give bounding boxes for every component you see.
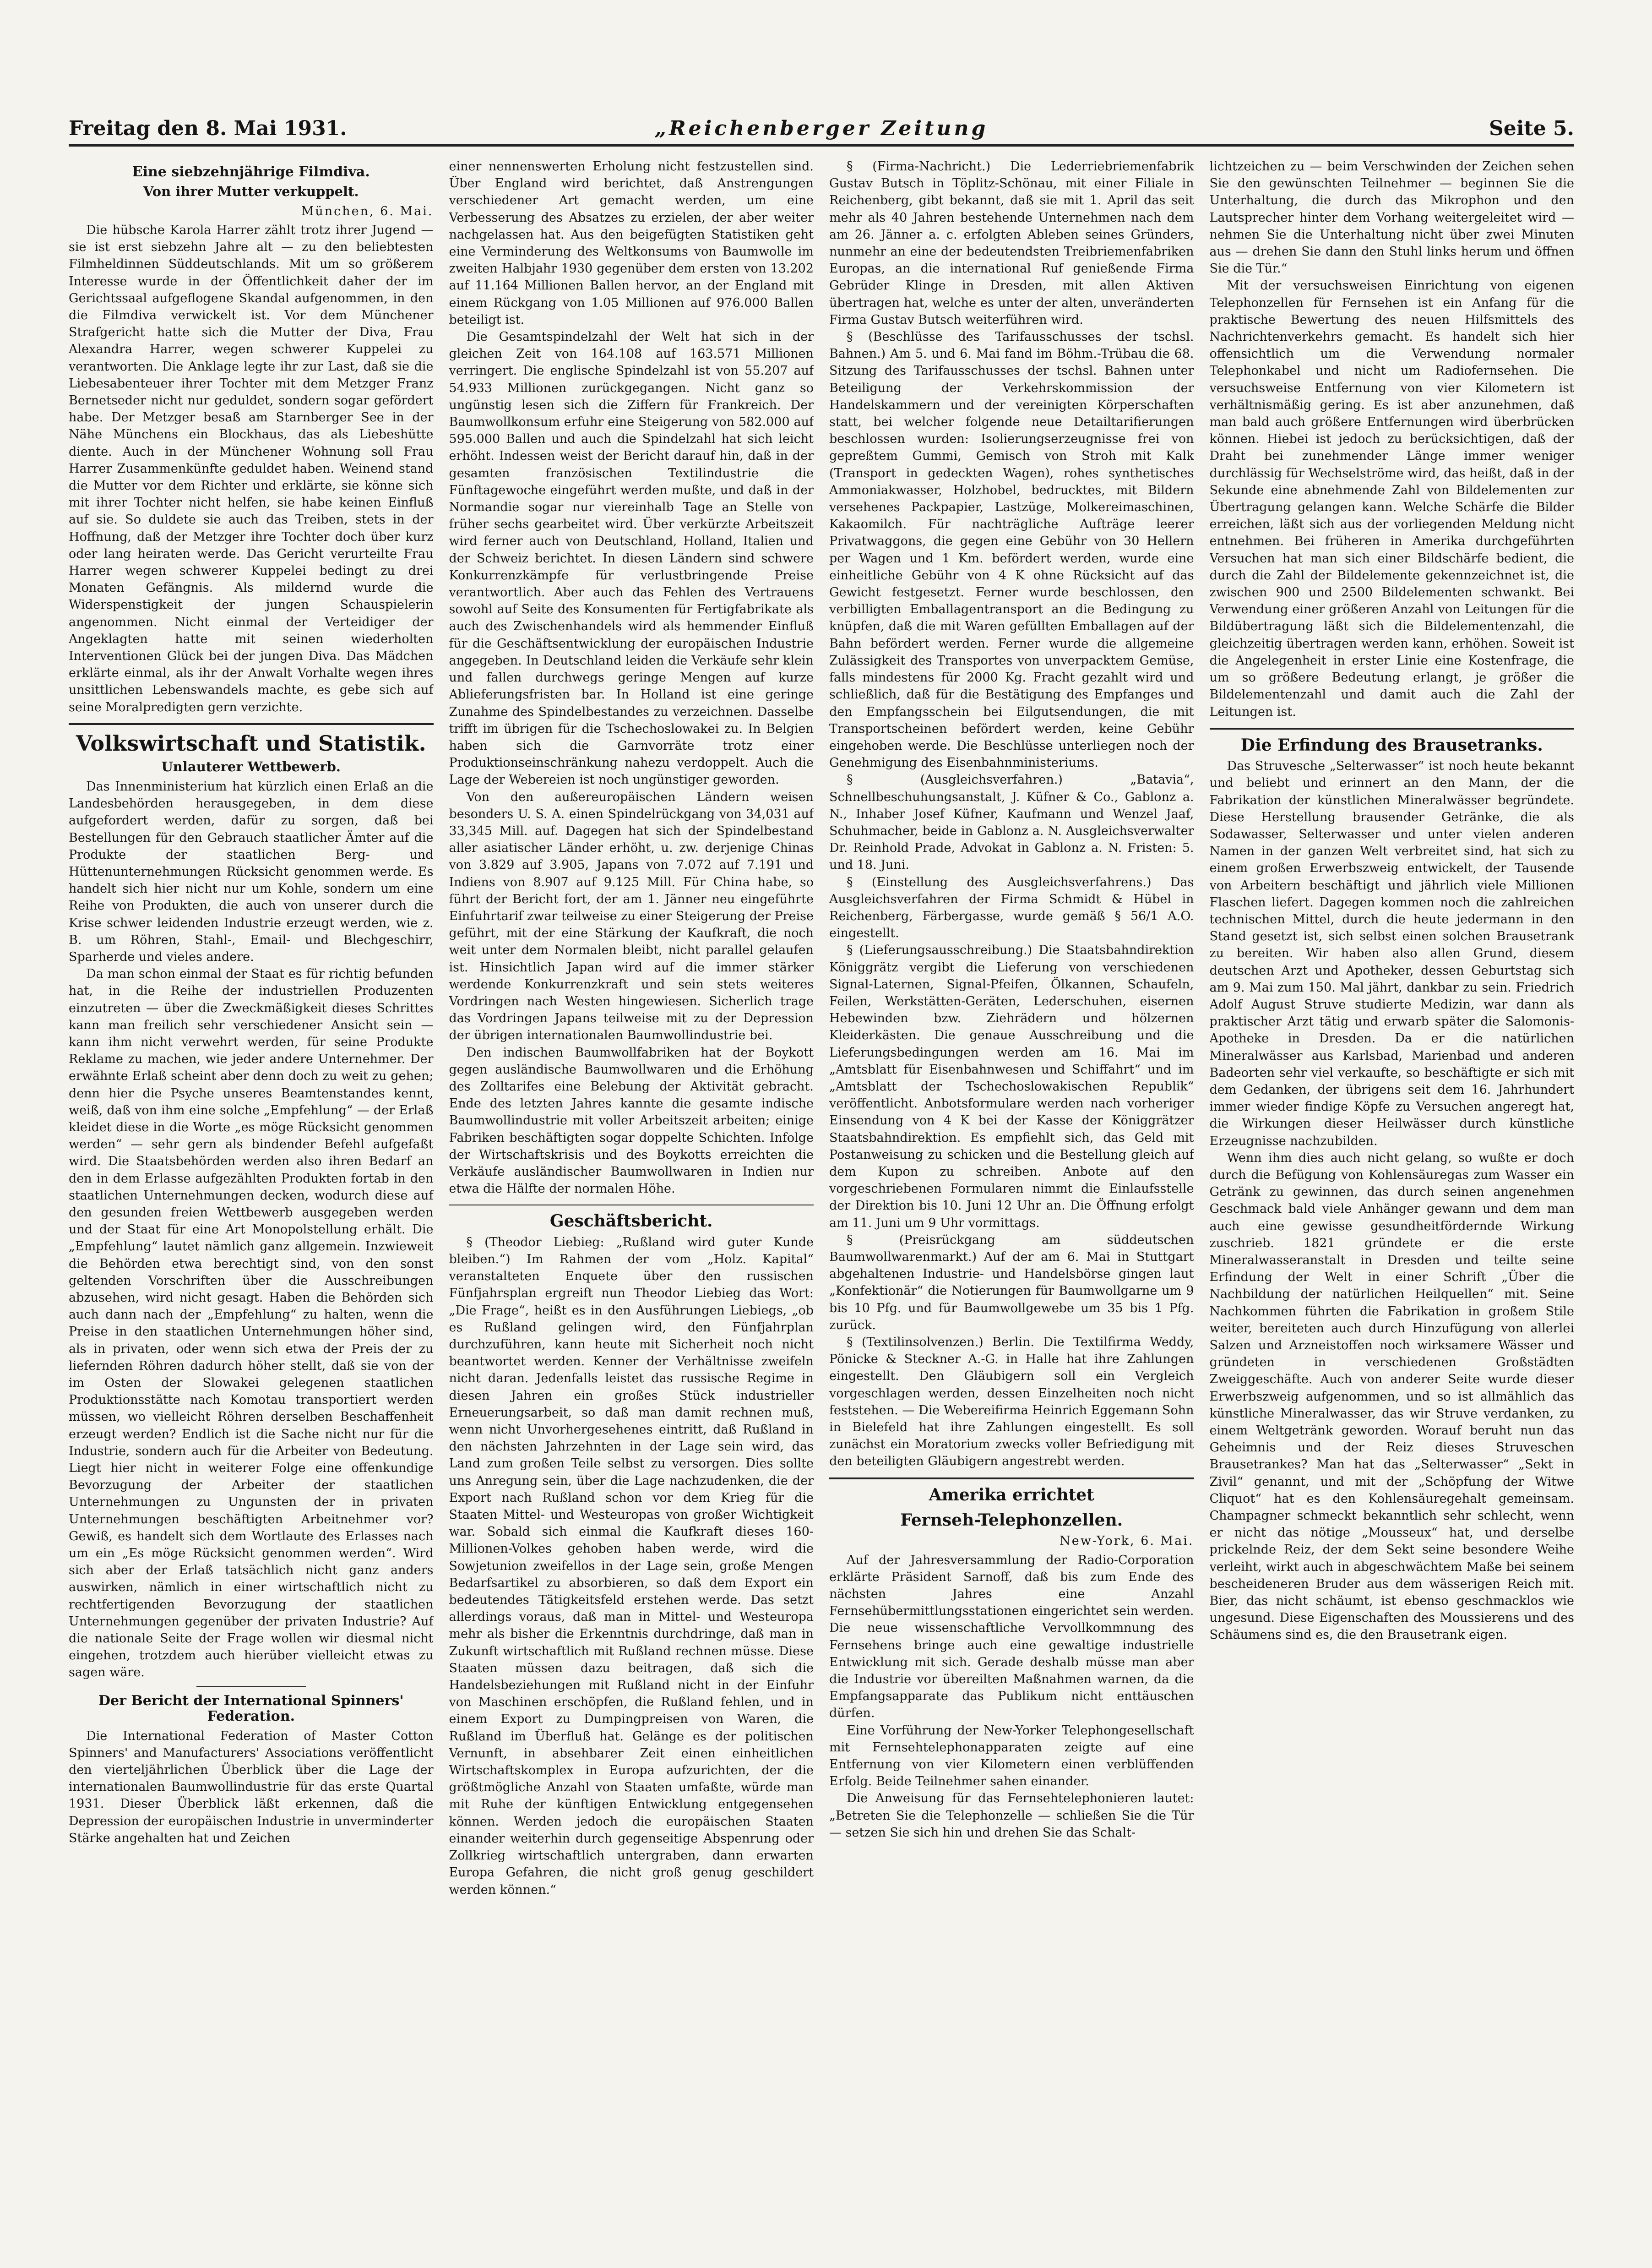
notice-firma-nachricht: § (Firma-Nachricht.) Die Lederriebriemenfabrik Gustav Butsch in Töplitz-Schönau, mit einer Filiale in Reichenberg, gibt bekannt, daß sie mit 1. April das seit mehr als 40 Jahren bestehende Unternehmen nach dem am 26. Jänner a. c. erfolgten Ableben seines Gründers, nunmehr an eine der bedeutendsten Treibriemenfabriken Europas, an die international Ruf genießende Firma Gebrüder Klinge in Dresden, mit allen Aktiven übertragen hat, welche es unter der alten, unveränderten Firma Gustav Butsch weiterführen wird. [829,159,1194,327]
article-headline-filmdiva: Eine siebzehnjährige Filmdiva. [132,164,370,180]
article-subheadline-filmdiva: Von ihrer Mutter verkuppelt. [143,183,359,199]
page-number: Seite 5. [1489,117,1574,140]
column-3 [829,158,1194,2186]
article-body-filmdiva: Die hübsche Karola Harrer zählt trotz ihrer Jugend — sie ist erst siebzehn Jahre alt — zu den beliebtesten Filmheldinnen Süddeutschlands. Mit um so größerem Interesse wurde in der Öffentlichkeit daher der im Gerichtssaal aufgeflogene Skandal aufgenommen, in den die Filmdiva verwickelt ist. Vor dem Münchener Strafgericht hatte sich die Mutter der Diva, Frau Alexandra Harrer, wegen schwerer Kuppelei zu verantworten. Die Anklage legte ihr zur Last, daß sie die Liebesabenteuer ihrer Tochter mit dem Metzger Franz Bernetseder nicht nur geduldet, sondern sogar gefördert habe. Der Metzger besaß am Starnberger See in der Nähe Münchens ein Blockhaus, das als Liebeshütte diente. Auch in der Münchener Wohnung soll Frau Harrer Zusammenkünfte geduldet haben. Weinend stand die Mutter vor dem Richter und erklärte, sie könne sich mit ihrer Tochter nicht helfen, sie habe keinen Einfluß auf sie. So duldete sie auch das Treiben, stets in der Hoffnung, daß der Metzger ihre Tochter doch über kurz oder lang heiraten werde. Das Gericht verurteilte Frau Harrer wegen schwerer Kuppelei bedingt zu drei Monaten Gefängnis. Als mildernd wurde die Widerspenstigkeit der jungen Schauspielerin angenommen. Nicht einmal der Verteidiger der Angeklagten hatte mit seinen wiederholten Interventionen Glück bei der jungen Diva. Das Mädchen erklärte einmal, als ihr der Anwalt Vorhalte wegen ihres unsittlichen Lebenswandels machte, es gebe sich auf seine Moralpredigten gern verzichte. [69,223,434,714]
article-body-fernseh-cont-2: Mit der versuchsweisen Einrichtung von eigenen Telephonzellen für Fernsehen ist ein Anfang für die praktische Bewertung des neuen Hilfsmittels des Nachrichtenverkehrs gemacht. Es handelt sich hier offensichtlich um die Verwendung normaler Telephonkabel und nicht um Radiofernsehen. Die versuchsweise Entfernung von vier Kilometern ist verhältnismäßig gering. Es ist aber anzunehmen, daß man bald auch größere Entfernungen wird überbrücken können. Hiebei ist jedoch zu berücksichtigen, daß der Draht bei zunehmender Länge immer weniger durchlässig für Wechselströme wird, das heißt, daß in der Sekunde eine abnehmende Zahl von Bildelementen zur Übertragung gelangen kann. Welche Schärfe die Bilder erreichen, läßt sich aus der vorliegenden Meldung nicht entnehmen. Bei früheren in Amerika durchgeführten Versuchen hat man sich einer Bildschärfe bedient, die durch die Zahl der Bildelemente gekennzeichnet ist, die zwischen 900 und 2500 Bildelementen schwankt. Bei Verwendung einer größeren Anzahl von Leitungen für die Bildübertragung läßt sich die Bildelementenzahl, die gleichzeitig übertragen werden kann, erhöhen. Soweit ist die Angelegenheit in erster Linie eine Kostenfrage, die um so größere Bedeutung erlangt, je größer die Bildelementenzahl und damit auch die Zahl der Leitungen ist. [1209,278,1574,719]
article-divider [196,1686,306,1687]
article-body-spinners-cont-2: Die Gesamtspindelzahl der Welt hat sich in der gleichen Zeit von 164.108 auf 163.571 Millionen verringert. Die englische Spindelzahl ist von 55.207 auf 54.933 Millionen zurückgegangen. Nicht ganz so ungünstig lesen sich die Ziffern für Frankreich. Der Baumwollkonsum erfuhr eine Steigerung von 582.000 auf 595.000 Ballen und auch die Spindelzahl hat sich leicht erhöht. Indessen weist der Bericht darauf hin, daß in der gesamten französischen Textilindustrie die Fünftagewoche eingeführt werden mußte, und daß in der Normandie sogar nur viereinhalb Tage an Stelle von früher sechs gearbeitet wird. Über verkürzte Arbeitszeit wird ferner auch von Deutschland, Holland, Italien und der Schweiz berichtet. In diesen Ländern sind schwere Konkurrenzkämpfe für verlustbringende Preise verantwortlich. Aber auch das Fehlen des Vertrauens sowohl auf Seite des Konsumenten für Fertigfabrikate als auch des Zwischenhandels wird als hemmender Einfluß für die Geschäftsentwicklung der europäischen Industrie angegeben. In Deutschland leiden die Verkäufe sehr klein und fallen durchwegs geringe Mengen auf kurze Ablieferungsfristen bar. In Holland ist eine geringe Zunahme des Spindelbestandes zu verzeichnen. Dasselbe trifft im übrigen für die Tschechoslowakei zu. In Belgien haben sich die Garnvorräte trotz einer Produktionseinschränkung nahezu verdoppelt. Auch die Lage der Webereien ist noch ungünstiger geworden. [449,330,814,787]
issue-date: Freitag den 8. Mai 1931. [69,117,347,140]
section-divider [829,1477,1194,1479]
newspaper-title: „Reichenberger Zeitung [654,117,989,140]
article-body-brausetrank-1: Das Struvesche „Selterwasser“ ist noch heute bekannt und beliebt und erinnert an den Mann, der die Fabrikation der künstlichen Mineralwässer begründete. Diese Herstellung brausender Getränke, die als Sodawasser, Selterwasser und unter vielen anderen Namen in der ganzen Welt verbreitet sind, hat sich zu einem großen Erwerbszweig entwickelt, der Tausende von Arbeitern beschäftigt und jährlich viele Millionen Flaschen liefert. Dagegen kommen noch die zahlreichen technischen Mittel, durch die heute jedermann in den Stand gesetzt ist, sich selbst einen solchen Brausetrank zu bereiten. Wir haben also allen Grund, diesem deutschen Arzt und Apotheker, dessen Geburtstag sich am 9. Mai zum 150. Mal jährt, dankbar zu sein. Friedrich Adolf August Struve studierte Medizin, war dann als praktischer Arzt tätig und erwarb später die Salomonis-Apotheke in Dresden. Da er die natürlichen Mineralwässer aus Karlsbad, Marienbad und anderen Badeorten sehr viel verkaufte, so beschäftigte er sich mit dem Gedanken, der übrigens seit dem 16. Jahrhundert immer wieder findige Köpfe zu Versuchen angeregt hat, die Wirkungen dieser Heilwässer durch künstliche Erzeugnisse nachzubilden. [1209,759,1574,1148]
section-headline-geschaeftsbericht: Geschäftsbericht. [549,1211,713,1231]
column-4 [1210,158,1575,2186]
article-headline-fernseh-line-2: Fernseh-Telephonzellen. [900,1510,1123,1530]
article-body-spinners-cont-1: einer nennenswerten Erholung nicht festzustellen sind. Über England wird berichtet, daß Anstrengungen verschiedener Art gemacht werden, um eine Verbesserung des Absatzes zu erzielen, der aber weiter nachgelassen hat. Aus den beigefügten Statistiken geht eine Verminderung des Weltkonsums von Baumwolle im zweiten Halbjahr 1930 gegenüber dem ersten von 13.202 auf 11.164 Millionen Ballen hervor, an der England mit einem Rückgang von 1.05 Millionen auf 976.000 Ballen beteiligt ist. [449,159,814,327]
notice-preisrueckgang: § (Preisrückgang am süddeutschen Baumwollwarenmarkt.) Auf der am 6. Mai in Stuttgart abgehaltenen Industrie- und Handelsbörse gingen laut „Konfektionär“ die Notierungen für Baumwollgarne um 9 bis 10 Pfg. und für Baumwollgewebe um 35 bis 1 Pfg. zurück. [829,1232,1194,1332]
masthead [69,117,1574,147]
article-body-spinners-cont-4: Den indischen Baumwollfabriken hat der Boykott gegen ausländische Baumwollwaren und die Erhöhung des Zolltarifes eine Belebung der Aktivität gebracht. Ende des letzten Jahres kannte die gesamte indische Baumwollindustrie mit voller Arbeitszeit arbeiten; einige Fabriken beschäftigten sogar doppelte Schichten. Infolge der Wirtschaftskrisis und des Boykotts erreichten die Verkäufe ausländischer Baumwollwaren in Indien nur etwa die Hälfte der normalen Höhe. [449,1045,814,1196]
article-body-fernseh-3: Die Anweisung für das Fernsehtelephonieren lautet: „Betreten Sie die Telephonzelle — schließen Sie die Tür — setzen Sie sich hin und drehen Sie das Schalt- [829,1791,1194,1840]
article-body-spinners-cont-3: Von den außereuropäischen Ländern weisen besonders U. S. A. einen Spindelrückgang von 34,031 auf 33,345 Mill. auf. Dagegen hat sich der Spindelbestand aller asiatischer Länder erhöht, u. zw. derjenige Chinas von 3.829 auf 3.905, Japans von 7.072 auf 7.191 und Indiens von 8.907 auf 9.125 Mill. Für China habe, so führt der Bericht fort, der am 1. Jänner neu eingeführte Einfuhrtarif zwar teilweise zu einer Steigerung der Preise geführt, mit der eine Stärkung der Kaufkraft, die noch weit unter dem Normalen bleibt, nicht parallel gelaufen ist. Hinsichtlich Japan wird auf die immer stärker werdende Konkurrenzkraft und sein stets weiteres Vordringen nach Westen hingewiesen. Sicherlich trage das Vordringen Japans teilweise mit zu der Depression der übrigen internationalen Baumwollindustrie bei. [449,790,814,1043]
article-headline-fernseh-line-1: Amerika errichtet [929,1485,1094,1505]
article-headline-spinners: Der Bericht der International Spinners' Federation. [98,1692,404,1725]
article-body-brausetrank-2: Wenn ihm dies auch nicht gelang, so wußte er doch durch die Befügung von Kohlensäuregas zum Wasser ein Getränk zu gewinnen, das durch seinen angenehmen Geschmack bald viele Anhänger gewann und dem man auch eine gewisse gesundheitfördernde Wirkung zuschrieb. 1821 gründete er die erste Mineralwasseranstalt in Dresden und teilte seine Erfindung der Welt in einer Schrift „Über die Nachbildung der natürlichen Heilquellen“ mit. Seine Nachkommen führten die Fabrikation in großem Stile weiter, bereiteten auch durch Hinzufügung von allerlei Salzen und Arzneistoffen noch wirksamere Wässer und gründeten in verschiedenen Großstädten Zweiggeschäfte. Auch von anderer Seite wurde dieser Erwerbszweig aufgenommen, und so ist allmählich das künstliche Mineralwasser, das wir Struve verdanken, zu einem Weltgetränk geworden. Worauf beruht nun das Geheimnis und der Reiz dieses Struveschen Brausetrankes? Man hat das „Selterwasser“ „Sekt in Zivil“ genannt, und mit der „Schöpfung der Witwe Cliquot“ hat es den Kohlensäuregehalt gemeinsam. Champagner schmeckt bekanntlich sehr schlecht, wenn er nicht das nötige „Mousseux“ hat, und derselbe prickelnde Reiz, der dem Sekt seine besondere Weihe verleiht, wirkt auch in abgeschwächtem Maße bei seinem bescheideneren Bruder aus dem wässerigen Reich mit. Bier, das nicht schäumt, ist ebenso geschmacklos wie ungesund. Diese Eigenschaften des Moussierens und des Schäumens sind es, die den Brausetrank eigen. [1209,1150,1574,1642]
article-subheadline-wettbewerb: Unlauterer Wettbewerb. [161,758,341,774]
article-body-wettbewerb-1: Das Innenministerium hat kürzlich einen Erlaß an die Landesbehörden herausgegeben, in dem diese aufgefordert werden, dafür zu sorgen, daß bei Bestellungen für den Gebrauch staatlicher Ämter auf die Produkte der staatlichen Berg- und Hüttenunternehmungen Rücksicht genommen werde. Es handelt sich hier nicht nur um Kohle, sondern um eine Reihe von Produkten, die auch von unserer durch die Krise schwer leidenden Industrie erzeugt werden, wie z. B. um Röhren, Stahl-, Email- und Blechgeschirr, Sparherde und vieles andere. [69,779,434,964]
notice-ausgleichsverfahren: § (Ausgleichsverfahren.) „Batavia“, Schnellbeschuhungsanstalt, J. Küfner & Co., Gablonz a. N., Inhaber Josef Küfner, Kaufmann und Wenzel Jaaf, Schuhmacher, beide in Gablonz a. N. Ausgleichsverwalter Dr. Reinhold Prade, Advokat in Gablonz a. N. Fristen: 5. und 18. Juni. [829,773,1194,872]
article-body-fernseh-cont: lichtzeichen zu — beim Verschwinden der Zeichen sehen Sie den gewünschten Teilnehmer — beginnen Sie die Unterhaltung, die durch das Mikrophon und den Lautsprecher hinter dem Vorhang weitergeleitet wird — nehmen Sie die Unterhaltung nicht über zwei Minuten aus — drehen Sie dann den Stuhl links herum und öffnen Sie die Tür.“ [1209,159,1574,276]
column-2 [449,158,814,2186]
article-body-fernseh-1: Auf der Jahresversammlung der Radio-Corporation erklärte Präsident Sarnoff, daß bis zum Ende des nächsten Jahres eine Anzahl Fernsehübermittlungsstationen eingerichtet sein werden. Die neue wissenschaftliche Vervollkommnung des Fernsehens bringe auch eine gewaltige industrielle Entwicklung mit sich. Gerade deshalb müsse man aber die Industrie vor übereilten Maßnahmen warnen, da die Empfangsapparate das Publikum nicht enttäuschen dürfen. [829,1553,1194,1721]
dateline-new-york: New-York, 6. Mai. [1060,1534,1194,1548]
section-divider [69,723,434,725]
article-headline-brausetrank: Die Erfindung des Brausetranks. [1240,735,1543,755]
section-headline-volkswirtschaft: Volkswirtschaft und Statistik. [76,731,426,756]
column-1 [69,158,434,2186]
article-body-spinners: Die International Federation of Master Cotton Spinners' and Manufacturers' Associations veröffentlicht den vierteljährlichen Überblick über die Lage der internationalen Baumwollindustrie für das erste Quartal 1931. Dieser Überblick läßt erkennen, daß die Depression der europäischen Industrie in unverminderter Stärke angehalten hat und Zeichen [69,1728,434,1845]
notice-textilinsolvenzen: § (Textilinsolvenzen.) Berlin. Die Textilfirma Weddy, Pönicke & Steckner A.-G. in Halle hat ihre Zahlungen eingestellt. Den Gläubigern soll ein Vergleich vorgeschlagen werden, dessen Einzelheiten noch nicht feststehen. — Die Webereifirma Heinrich Eggemann Sohn in Bielefeld hat ihre Zahlungen eingestellt. Es soll zunächst ein Moratorium zwecks voller Befriedigung mit den beteiligten Gläubigern angestrebt werden. [829,1335,1194,1469]
notice-tarifausschuss: § (Beschlüsse des Tarifausschusses der tschsl. Bahnen.) Am 5. und 6. Mai fand im Böhm.-Trübau die 68. Sitzung des Tarifausschusses der tschsl. Bahnen unter Beteiligung der Verkehrskommission der Handelskammern und der vereinigten Körperschaften statt, bei welcher folgende neue Detailtarifierungen beschlossen wurden: Isolierungserzeugnisse frei von gepreßtem Gummi, Gemisch von Stroh mit Kalk (Transport in gedeckten Wagen), rohes synthetisches Ammoniakwasser, Holzhobel, bedrucktes, mit Bildern versehenes Packpapier, Lastzüge, Molkereimaschinen, Kakaomilch. Für nachträgliche Aufträge leerer Privatwaggons, die gegen eine Gebühr von 30 Hellern per Wagen und 1 Km. befördert werden, wurde eine einheitliche Gebühr von 4 K ohne Rücksicht auf das Gewicht festgesetzt. Ferner wurde beschlossen, den verbilligten Emballagentransport an die Bedingung zu knüpfen, daß die mit Waren gefüllten Emballagen auf der Bahn befördert werden. Ferner wurde die allgemeine Zulässigkeit des Transportes von unverpacktem Gemüse, falls mindestens für 2000 Kg. Fracht gezahlt wird und schließlich, daß für die Bestätigung des Empfanges und den Empfangsschein bei Eilgutsendungen, die mit Transportscheinen befördert werden, keine Gebühr eingehoben werde. Die Beschlüsse unterliegen noch der Genehmigung des Eisenbahnministeriums. [829,330,1194,770]
dateline-muenchen: München, 6. Mai. [301,204,434,218]
notice-einstellung-ausgleich: § (Einstellung des Ausgleichsverfahrens.) Das Ausgleichsverfahren der Firma Schmidt & Hübel in Reichenberg, Färbergasse, wurde gemäß § 56/1 A.O. eingestellt. [829,875,1194,941]
notice-lieferungsausschreibung: § (Lieferungsausschreibung.) Die Staatsbahndirektion Königgrätz vergibt die Lieferung von verschiedenen Signal-Laternen, Signal-Pfeifen, Ölkannen, Schaufeln, Feilen, Werkstätten-Geräten, Lederschuhen, eisernen Hebewinden bzw. Ziehrädern und hölzernen Kleiderkästen. Die genaue Ausschreibung und die Lieferungsbedingungen werden am 16. Mai im „Amtsblatt für Eisenbahnwesen und Schiffahrt“ und im „Amtsblatt der Tschechoslowakischen Republik“ veröffentlicht. Anbotsformulare werden nach vorheriger Einsendung von 4 K bei der Kasse der Königgrätzer Staatsbahndirektion. Es empfiehlt sich, das Geld mit Postanweisung zu schicken und die Bestellung gleich auf dem Kupon zu schreiben. Anbote auf den vorgeschriebenen Formularen nimmt die Einlaufsstelle der Direktion bis 10. Juni 12 Uhr an. Die Öffnung erfolgt am 11. Juni um 9 Uhr vormittags. [829,943,1194,1230]
article-body-liebieg: § (Theodor Liebieg: „Rußland wird guter Kunde bleiben.“) Im Rahmen der vom „Holz. Kapital“ veranstalteten Enquete über den russischen Fünfjahrsplan ergreift nun Theodor Liebieg das Wort: „Die Frage“, heißt es in den Ausführungen Liebiegs, „ob es Rußland gelingen wird, den Fünfjahrplan durchzuführen, kann heute mit Sicherheit noch nicht beantwortet werden. Kenner der Verhältnisse zweifeln nicht daran. Jedenfalls leistet das russische Regime in diesen Jahren ein großes Stück industrieller Erneuerungsarbeit, so daß man damit rechnen muß, wenn nicht Unvorhergesehenes eintritt, daß Rußland in den nächsten Jahrzehnten in der Lage sein wird, das Land zum großen Teile selbst zu versorgen. Dies sollte uns Anregung sein, über die Lage nachzudenken, die der Export nach Rußland schon vor dem Krieg für die Staaten Mittel- und Westeuropas von großer Wichtigkeit war. Sobald sich einmal die Kaufkraft dieses 160-Millionen-Volkes gehoben haben werde, wird die Sowjetunion zweifellos in der Lage sein, große Mengen Bedarfsartikel zu absorbieren, so daß dem Export ein bedeutendes Tätigkeitsfeld erstehen werde. Das setzt allerdings voraus, daß man in Mittel- und Westeuropa mehr als bisher die Erkenntnis durchdringe, daß man in Zukunft wirtschaftlich mit Rußland rechnen müsse. Diese Staaten müssen dazu beitragen, daß sich die Handelsbeziehungen mit Rußland nicht in der Einfuhr von Maschinen erschöpfen, die Rußland fehlen, und in einem Export zu Dumpingpreisen von Waren, die Rußland im Überfluß hat. Gelänge es der politischen Vernunft, in absehbarer Zeit einen einheitlichen Wirtschaftskomplex in Europa aufzurichten, der die größtmögliche Anzahl von Staaten umfaßte, würde man mit Ruhe der künftigen Entwicklung entgegensehen können. Werden jedoch die europäischen Staaten einander weiterhin durch gegenseitige Abspenrung oder Zollkrieg wirtschaftlich untergraben, dann erwarten Europa Gefahren, die nicht groß genug geschildert werden können.“ [449,1235,814,1897]
article-body-fernseh-2: Eine Vorführung der New-Yorker Telephongesellschaft mit Fernsehtelephonapparaten zeigte auf eine Entfernung von vier Kilometern einen verblüffenden Erfolg. Beide Teilnehmer sahen einander. [829,1723,1194,1789]
article-body-wettbewerb-2: Da man schon einmal der Staat es für richtig befunden hat, in die Reihe der industriellen Produzenten einzutreten — über die Zweckmäßigkeit dieses Schrittes kann man freilich sehr verschiedener Ansicht sein — kann ihm nicht verwehrt werden, für seine Produkte Reklame zu machen, wie jeder andere Unternehmer. Der erwähnte Erlaß scheint aber denn doch zu weit zu gehen; denn hier die Psyche unseres Beamtenstandes kennt, weiß, daß von ihm eine solche „Empfehlung“ — der Erlaß kleidet diese in die Worte „es möge Rücksicht genommen werden“ — sehr gern als bindender Befehl aufgefaßt wird. Die Staatsbehörden werden also ihren Bedarf an den in dem Erlasse aufgezählten Produkten fortab in den staatlichen Unternehmungen decken, wodurch diese auf den gesunden freien Wettbewerb ausgegeben werden und der Staat für eine Art Monopolstellung erhält. Die „Empfehlung“ lautet nämlich ganz allgemein. Inzwieweit die Behörden etwa berechtigt sind, von den sonst geltenden Vorschriften über die Ausschreibungen abzusehen, wird nicht gesagt. Haben die Behörden sich auch dann nach der „Empfehlung“ zu halten, wenn die Preise in den staatlichen Unternehmungen höher sind, als in privaten, oder wenn sich etwa der Preis der zu liefernden Röhren dadurch höher stellt, daß sie von der im Osten der Slowakei gelegenen staatlichen Produktionsstätte nach Komotau transportiert werden müssen, wo vielleicht Röhren derselben Beschaffenheit erzeugt werden? Endlich ist die Sache nicht nur für die Industrie, sondern auch für die Arbeiter von Bedeutung. Liegt hier nicht in weiterer Folge eine offenkundige Bevorzugung der Arbeiter der staatlichen Unternehmungen zu Ungunsten der in privaten Unternehmungen beschäftigten Arbeitnehmer vor? Gewiß, es handelt sich dem Wortlaute des Erlasses nach um ein „Es möge Rücksicht genommen werden“. Wird sich aber der Erlaß tatsächlich nicht ganz anders auswirken, nämlich in einer wirtschaftlich nicht zu rechtfertigenden Bevorzugung der staatlichen Unternehmungen gegenüber der privaten Industrie? Auf die nationale Seite der Frage wollen wir diesmal nicht eingehen, trotzdem auch hierüber vielleicht etwas zu sagen wäre. [69,967,434,1680]
section-divider [1210,728,1575,730]
article-columns [69,158,1574,2186]
